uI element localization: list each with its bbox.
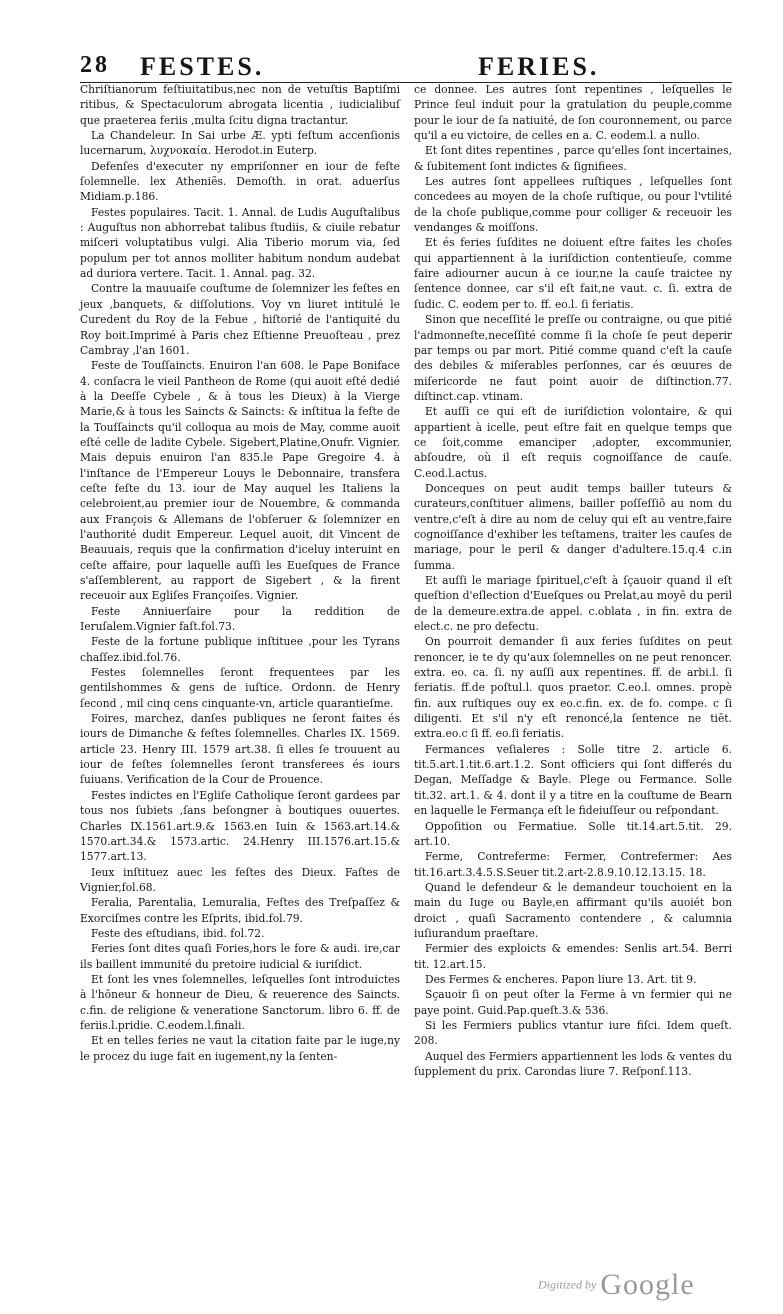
paragraph: Defenſes d'executer ny empriſonner en iour de feſte ſolemnelle. lex Atheniẽs. Demoſth. in orat. aduerſus Midiam.p.186. xyxy=(80,159,400,204)
right-column xyxy=(414,82,732,1079)
paragraph: Feralia, Parentalia, Lemuralia, Feſtes des Treſpaſſez & Exorciſmes contre les Eſprits, ibid.fol.79. xyxy=(80,896,400,925)
paragraph: Et en telles feries ne vaut la citation faite par le iuge,ny le procez du iuge fait en iugement,ny la ſenten- xyxy=(80,1034,400,1063)
paragraph: Des Fermes & encheres. Papon liure 13. Art. tit 9. xyxy=(425,972,697,986)
google-logo: Google xyxy=(600,1268,695,1301)
paragraph: Et auſſi le mariage ſpirituel,c'eſt à ſçauoir quand il eſt queſtion d'eſlection d'Eueſques ou Prelat,au moyē du peril de la demeure.extra.de appel. c.oblata , in fin. extra de elect.c. ne pro defectu. xyxy=(414,574,732,634)
paragraph: Feries ſont dites quaſi Fories,hors le fore & audi. ire,car ils baillent immunité du pretoire iudicial & iuriſdict. xyxy=(80,942,400,971)
paragraph: Et ſont dites repentines , parce qu'elles ſont incertaines, & ſubitement ſont indictes & ſignifiees. xyxy=(414,144,732,173)
paragraph: Sçauoir ſi on peut oſter la Ferme à vn fermier qui ne paye point. Guid.Pap.queſt.3.& 536. xyxy=(414,988,732,1017)
paragraph: Foires, marchez, danſes publiques ne ſeront faites és iours de Dimanche & feſtes ſolemnelles. Charles IX. 1569. article 23. Henry III. 1579 art.38. ſi elles ſe trouuent au iour de feſtes ſolemnelles ſeront transferees és iours ſuiuans. Verification de la Cour de Prouence. xyxy=(80,712,400,787)
paragraph: Feste Anniuerſaire pour la reddition de Ieruſalem.Vignier faſt.fol.73. xyxy=(80,604,400,634)
paragraph: Auquel des Fermiers appartiennent les lods & ventes du ſupplement du prix. Carondas liure 7. Reſponſ.113. xyxy=(414,1049,732,1078)
paragraph: Et ſont les vnes ſolemnelles, leſquelles ſont introduictes à l'hōneur & honneur de Dieu, & reuerence des Saincts. c.fin. de religione & veneratione Sanctorum. libro 6. ff. de feriis.l.pridie. C.eodem.l.finali. xyxy=(80,972,400,1032)
paragraph: Les autres ſont appellees ruſtiques , leſquelles ſont concedees au moyen de la choſe ruſtique, ou pour l'vtilité de la choſe publique,comme pour colliger & receuoir les vendanges & moiſſons. xyxy=(414,175,732,235)
paragraph: Feste des eſtudians, ibid. fol.72. xyxy=(91,926,265,940)
digitized-watermark xyxy=(538,1268,695,1302)
paragraph: Festes indictes en l'Egliſe Catholique ſeront gardees par tous nos ſubiets ,ſans beſongner à boutiques ouuertes. Charles IX.1561.art.9.& 1563.en Iuin & 1563.art.14.& 1570.art.34.& 1573.artic. 24.Henry III.1576.art.15.& 1577.art.13. xyxy=(80,788,400,864)
paragraph: Oppoſition ou Fermatiue. Solle tit.14.art.5.tit. 29. art.10. xyxy=(414,819,732,848)
paragraph: Contre la mauuaiſe couſtume de ſolemnizer les feſtes en jeux ,banquets, & diſſolutions. Voy vn liuret intitulé le Curedent du Roy de la Febue , hiſtorié de l'antiquité du Roy boit.Imprimé à Paris chez Eſtienne Preuoſteau , prez Cambray ,l'an 1601. xyxy=(80,282,400,357)
paragraph: Fermances veſialeres : Solle titre 2. article 6. tit.5.art.1.tit.6.art.1.2. Sont officiers qui ſont differés du Degan, Meſſadge & Bayle. Plege ou Fermance. Solle tit.32. art.1. & 4. dont il y a titre en la couſtume de Bearn en laquelle le Fermança eſt le fideiuſſeur ou reſpondant. xyxy=(414,742,732,818)
paragraph: Ferme, Contreferme: Fermer, Contrefermer: Aes tit.16.art.3.4.5.S.Seuer tit.2.art-2.8.9.10.12.13.15. 18. xyxy=(414,850,732,879)
paragraph: ce donnee. Les autres ſont repentines , leſquelles le Prince ſeul induit pour la gratulation du peuple,comme pour le iour de ſa natiuité, de ſon couronnement, ou parce qu'il a eu victoire, de celles en a. C. eodem.l. a nullo. xyxy=(414,83,732,143)
paragraph: On pourroit demander ſi aux feries ſuſdites on peut renoncer, ie te dy qu'aux ſolemnelles on ne peut renoncer. extra. eo. ca. ſi. ny auſſi aux repentines. ff. de arbi.l. ſi feriatis. ff.de poſtul.l. quos praetor. C.eo.l. omnes. propè fin. aux ruſtiques ouy ex eo.c.fin. ex. de fo. compe. c ſi diligenti. Et s'il n'y eſt renoncé,la ſentence ne tiēt. extra.eo.c ſi ff. eo.ſi feriatis. xyxy=(414,635,732,741)
paragraph: Et auſſi ce qui eſt de iuriſdiction volontaire, & qui appartient à icelle, peut eſtre fait en quelque temps que ce ſoit,comme emanciper ,adopter, excommunier, abſoudre, où il eſt requis cognoiſſance de cauſe. C.eod.l.actus. xyxy=(414,405,732,480)
page-number: 28 xyxy=(80,52,110,78)
paragraph: Quand le defendeur & le demandeur touchoient en la main du Iuge ou Bayle,en affirmant qu'ils auoiét bon droict , quaſi Sacramento contendere , & calumnia iuſiurandum praeſtare. xyxy=(414,880,732,940)
paragraph: Feste de Touſſaincts. Enuiron l'an 608. le Pape Boniface 4. conſacra le vieil Pantheon de Rome (qui auoit eſté dedié à la Deeſſe Cybele , & à tous les Dieux) à la Vierge Marie,& à tous les Saincts & Saincts: & inſtitua la feſte de la Touſſaincts qu'il colloqua au mois de May, comme auoit eſté celle de ladite Cybele. Sigebert,Platine,Onufr. Vignier. Mais depuis enuiron l'an 835.le Pape Gregoire 4. à l'inſtance de l'Empereur Louys le Debonnaire, transfera ceſte feſte du 13. iour de May auquel les Italiens la celebroient,au premier iour de Nouembre, & commanda aux François & Allemans de l'obſeruer & ſolemnizer en l'authorité dudit Empereur. Lequel auoit, dit Vincent de Beauuais, requis que la confirmation d'iceluy interuint en ceſte affaire, pour laquelle auſſi les Eueſques de France s'aſſemblerent, au rapport de Sigebert , & la firent receuoir aux Egliſes Françoiſes. Vignier. xyxy=(80,359,400,603)
paragraph: Chriſtianorum feſtiuitatibus,nec non de vetuſtis Baptiſmi ritibus, & Spectaculorum abrogata licentia , iudicialibuſ que praeterea feriis ,multa ſcitu digna tractantur. xyxy=(80,83,400,127)
left-column xyxy=(80,82,400,1064)
paragraph: Fermier des exploicts & emendes: Senlis art.54. Berri tit. 12.art.15. xyxy=(414,942,732,971)
paragraph: La Chandeleur. In Sai urbe Æ. ypti feſtum accenſionis lucernarum, λυχνοκαία. Herodot.in Euterp. xyxy=(80,129,400,158)
paragraph: Festes populaires. Tacit. 1. Annal. de Ludis Auguſtalibus : Auguſtus non abhorrebat talibus ſtudiis, & ciuile rebatur miſceri voluptatibus vulgi. Alia Tiberio morum via, ſed populum per tot annos molliter habitum nondum audebat ad duriora vertere. Tacit. 1. Annal. pag. 32. xyxy=(80,205,400,281)
paragraph: Festes ſolemnelles ſeront frequentees par les gentilshommes & gens de iuſtice. Ordonn. de Henry ſecond , mil cinq cens cinquante-vn, article quarantieſme. xyxy=(80,666,400,710)
paragraph: Sinon que neceſſité le preſſe ou contraigne, ou que pitié l'admonneſte,neceſſité comme ſi la choſe ſe peut deperir par temps ou par mort. Pitié comme quand c'eſt la cauſe des debiles & miſerables perſonnes, car és œuures de miſericorde ne faut point auoir de diſtinction.77. diſtinct.cap. vtinam. xyxy=(414,313,732,403)
watermark-prefix: Digitized by xyxy=(538,1277,597,1292)
paragraph: Et és feries ſuſdites ne doiuent eſtre faites les choſes qui appartiennent à la iuriſdiction contentieuſe, comme faire adiourner aucun à ce iour,ne la cauſe traictee ny ſentence donnee, car s'il eſt fait,ne vaut. c. ſi. extra de ſudic. C. eodem per to. ff. eo.l. ſi feriatis. xyxy=(414,236,732,311)
running-head-right: FERIES. xyxy=(478,52,600,81)
paragraph: Feste de la fortune publique inſtituee ,pour les Tyrans chaſſez.ibid.fol.76. xyxy=(80,635,400,664)
running-head-left: FESTES. xyxy=(140,52,265,81)
paragraph: Ieux inſtituez auec les feſtes des Dieux. Faſtes de Vignier,fol.68. xyxy=(80,865,400,894)
paragraph: Donceques on peut audit temps bailler tuteurs & curateurs,conſtituer alimens, bailler poſſeſſiō au nom du ventre,c'eſt à dire au nom de celuy qui eſt au ventre,faire cognoiſſance d'exhiber les teſtamens, traiter les cauſes de mariage, pour le peril & danger d'adultere.15.q.4 c.in ſumma. xyxy=(414,481,732,572)
paragraph: Si les Fermiers publics vtantur iure fiſci. Idem queſt. 208. xyxy=(414,1018,732,1048)
